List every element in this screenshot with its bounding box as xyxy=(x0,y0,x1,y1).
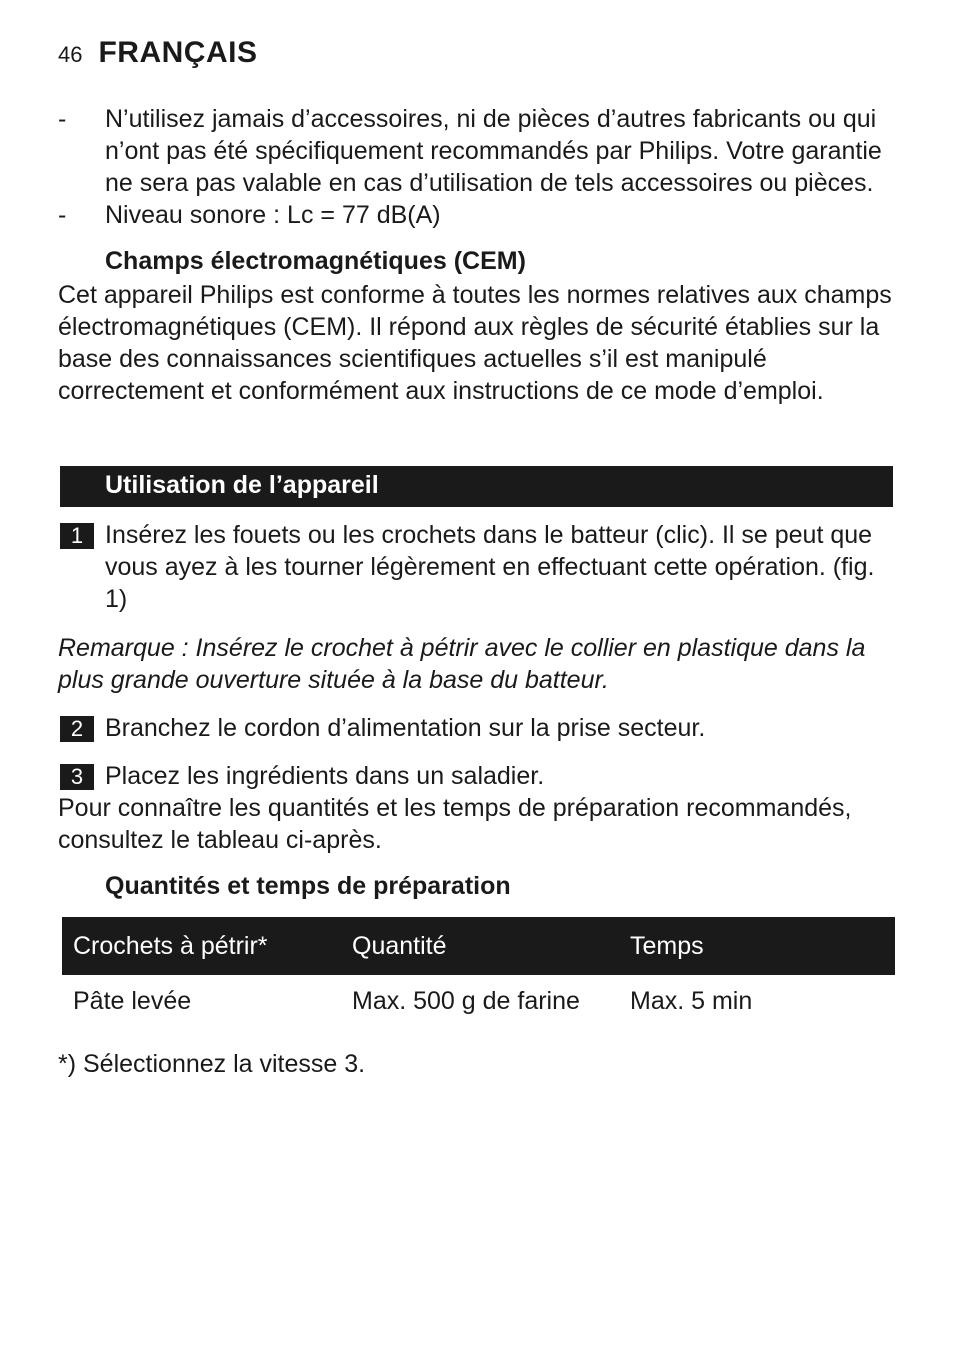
table-header-cell: Temps xyxy=(630,931,704,960)
section-bar-usage xyxy=(60,466,893,507)
step-1 xyxy=(60,519,880,615)
step-number-badge: 3 xyxy=(60,764,94,790)
step-text: Branchez le cordon d’alimentation sur la prise secteur. xyxy=(105,714,706,742)
remark-note: Remarque : Insérez le crochet à pétrir avec le collier en plastique dans la plus grande ouverture située à la base du batteur. xyxy=(58,634,866,694)
page-header xyxy=(58,36,257,70)
bullet-dash: - xyxy=(58,105,67,133)
bullet-text: N’utilisez jamais d’accessoires, ni de pièces d’autres fabricants ou qui n’ont pas été spécifiquement recommandés par Philips. Votre garantie ne sera pas valable en cas d’utilisation de tels accessoires ou pièces. xyxy=(105,105,882,197)
cem-heading: Champs électromagnétiques (CEM) xyxy=(105,247,526,275)
table-header-cell: Crochets à pétrir* xyxy=(73,931,268,960)
table-footnote: *) Sélectionnez la vitesse 3. xyxy=(58,1050,366,1078)
step-3 xyxy=(60,760,880,792)
table-cell: Max. 5 min xyxy=(630,986,753,1015)
bullet-item xyxy=(58,199,908,231)
table-row xyxy=(62,975,895,1027)
quantities-intro: Pour connaître les quantités et les temps de préparation recommandés, consultez le tableau ci-après. xyxy=(58,794,852,854)
bullet-text: Niveau sonore : Lc = 77 dB(A) xyxy=(105,201,441,229)
quantities-table xyxy=(62,917,895,1027)
step-number-badge: 2 xyxy=(60,716,94,742)
page-number: 46 xyxy=(58,42,83,67)
cem-paragraph: Cet appareil Philips est conforme à toutes les normes relatives aux champs électromagnétiques (CEM). Il répond aux règles de sécurité établies sur la base des connaissances scientifiques actuelles s’il est manipulé correctement et conformément aux instructions de ce mode d’emploi. xyxy=(58,281,892,405)
quantities-heading: Quantités et temps de préparation xyxy=(105,872,511,900)
table-cell: Max. 500 g de farine xyxy=(352,986,580,1015)
step-2 xyxy=(60,712,880,744)
step-text: Insérez les fouets ou les crochets dans le batteur (clic). Il se peut que vous ayez à les tourner légèrement en effectuant cette opération. (fig. 1) xyxy=(105,521,875,613)
warning-bullet-list xyxy=(58,103,908,231)
table-header-cell: Quantité xyxy=(352,931,447,960)
section-title: Utilisation de l’appareil xyxy=(105,471,379,499)
language-title: FRANÇAIS xyxy=(98,36,258,69)
table-cell: Pâte levée xyxy=(73,986,192,1015)
bullet-dash: - xyxy=(58,201,67,229)
step-text: Placez les ingrédients dans un saladier. xyxy=(105,762,545,790)
table-header-row xyxy=(62,917,895,975)
bullet-item xyxy=(58,103,908,199)
step-number-badge: 1 xyxy=(60,523,94,549)
